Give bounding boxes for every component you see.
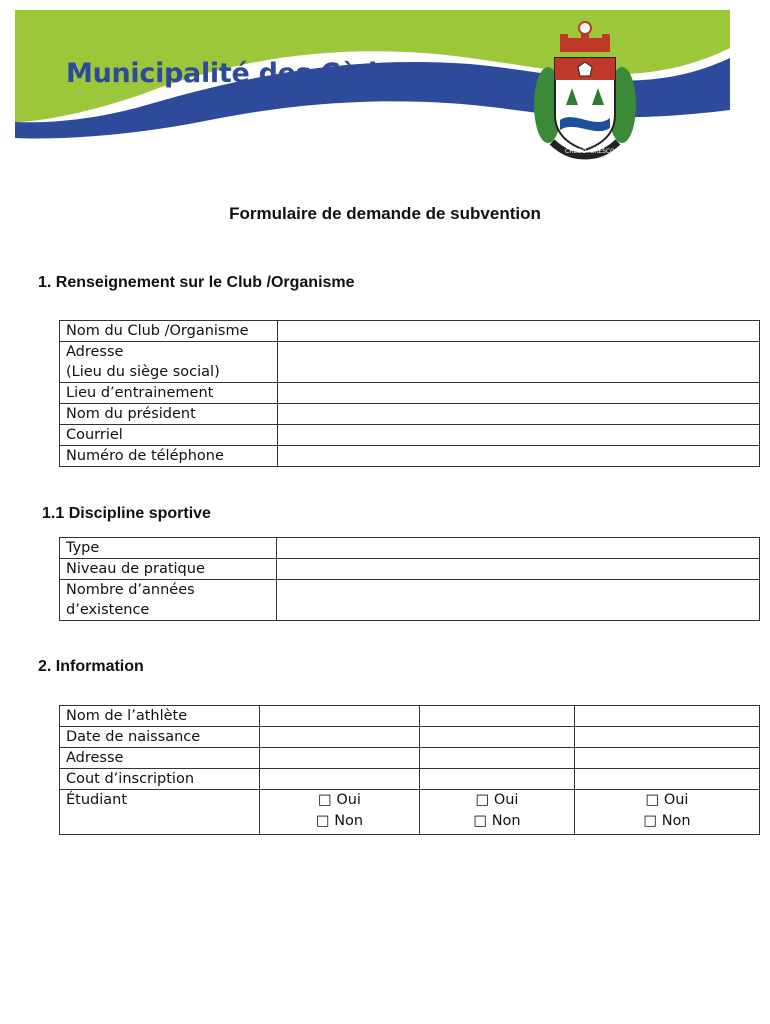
table-row <box>60 769 760 790</box>
athlete-value-input[interactable] <box>575 748 760 769</box>
field-value-input[interactable] <box>278 404 760 425</box>
student-choice-cell <box>575 790 760 835</box>
athlete-value-input[interactable] <box>575 727 760 748</box>
field-label-line: Numéro de téléphone <box>66 448 224 464</box>
athlete-value-input[interactable] <box>260 748 420 769</box>
field-value-input[interactable] <box>277 559 760 580</box>
field-label <box>60 446 278 467</box>
field-value-input[interactable] <box>278 425 760 446</box>
section11-heading: 1.1 Discipline sportive <box>42 505 211 522</box>
student-yes-checkbox[interactable]: □ Oui <box>318 792 361 808</box>
section1-heading: 1. Renseignement sur le Club /Organisme <box>38 274 355 291</box>
field-label: Étudiant <box>60 790 260 835</box>
table-row <box>60 446 760 467</box>
table-row <box>60 706 760 727</box>
field-label <box>60 342 278 383</box>
athlete-value-input[interactable] <box>420 748 575 769</box>
table-row <box>60 559 760 580</box>
athlete-value-input[interactable] <box>420 727 575 748</box>
student-no-checkbox[interactable]: □ Non <box>315 813 364 829</box>
field-label <box>60 559 277 580</box>
field-label <box>60 404 278 425</box>
club-info-table <box>59 320 760 467</box>
athlete-value-input[interactable] <box>420 769 575 790</box>
table-row <box>60 425 760 446</box>
crest-motto-right: CRESCO <box>590 148 615 155</box>
athlete-value-input[interactable] <box>260 706 420 727</box>
athlete-value-input[interactable] <box>260 727 420 748</box>
field-label <box>60 425 278 446</box>
field-label-line: Type <box>66 540 100 556</box>
student-no-checkbox[interactable]: □ Non <box>643 813 691 829</box>
table-row <box>60 538 760 559</box>
field-value-input[interactable] <box>278 321 760 342</box>
field-label-line: (Lieu du siège social) <box>66 364 220 380</box>
field-label-line: Courriel <box>66 427 123 443</box>
student-yes-checkbox[interactable]: □ Oui <box>645 792 689 808</box>
athlete-value-input[interactable] <box>575 706 760 727</box>
field-label <box>60 383 278 404</box>
field-value-input[interactable] <box>277 580 760 621</box>
section2-heading: 2. Information <box>38 658 144 675</box>
field-value-input[interactable] <box>278 342 760 383</box>
discipline-table <box>59 537 760 621</box>
athlete-value-input[interactable] <box>420 706 575 727</box>
table-row <box>60 383 760 404</box>
table-row <box>60 321 760 342</box>
field-label-line: Nombre d’années <box>66 582 195 598</box>
header-banner <box>0 0 770 200</box>
athlete-value-input[interactable] <box>575 769 760 790</box>
field-label-line: Lieu d’entrainement <box>66 385 214 401</box>
field-label: Nom de l’athlète <box>60 706 260 727</box>
field-label <box>60 321 278 342</box>
field-label: Cout d’inscription <box>60 769 260 790</box>
athlete-value-input[interactable] <box>260 769 420 790</box>
student-no-checkbox[interactable]: □ Non <box>473 813 521 829</box>
field-label-line: Nom du Club /Organisme <box>66 323 249 339</box>
student-choice-cell <box>260 790 420 835</box>
field-label-line: d’existence <box>66 602 150 618</box>
field-label-line: Adresse <box>66 344 124 360</box>
municipal-crest-icon <box>530 20 640 160</box>
table-row <box>60 404 760 425</box>
crest-motto-left: CREDO <box>565 148 587 155</box>
table-row <box>60 790 760 835</box>
field-label: Date de naissance <box>60 727 260 748</box>
field-label-line: Niveau de pratique <box>66 561 205 577</box>
banner-swoosh-graphic <box>0 0 770 200</box>
table-row <box>60 727 760 748</box>
org-name: Municipalité des Cèdres <box>66 58 424 89</box>
field-label: Adresse <box>60 748 260 769</box>
student-yes-checkbox[interactable]: □ Oui <box>475 792 519 808</box>
table-row <box>60 342 760 383</box>
student-choice-cell <box>420 790 575 835</box>
field-value-input[interactable] <box>278 383 760 404</box>
field-value-input[interactable] <box>278 446 760 467</box>
field-label <box>60 538 277 559</box>
table-row <box>60 580 760 621</box>
field-value-input[interactable] <box>277 538 760 559</box>
form-title: Formulaire de demande de subvention <box>229 204 541 223</box>
athlete-info-table <box>59 705 760 835</box>
field-label-line: Nom du président <box>66 406 196 422</box>
field-label <box>60 580 277 621</box>
table-row <box>60 748 760 769</box>
